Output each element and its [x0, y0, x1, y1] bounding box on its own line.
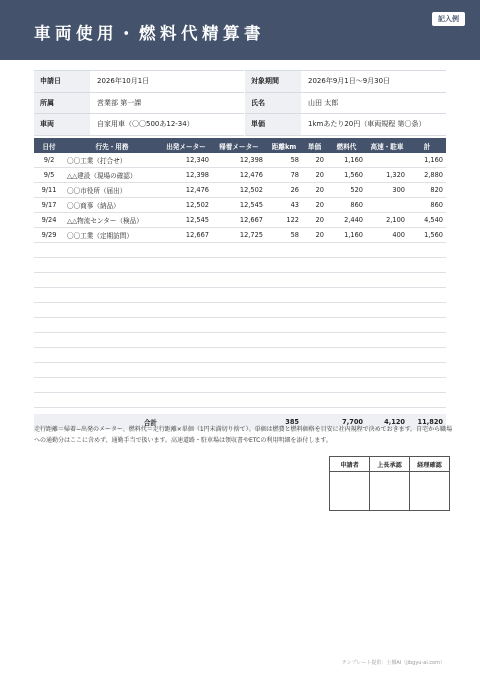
info-block-right — [245, 70, 446, 136]
empty-cell[interactable] — [34, 393, 64, 408]
empty-cell[interactable] — [366, 273, 408, 288]
unit-price-cell: 20 — [302, 183, 327, 198]
column-header: 燃料代 — [327, 138, 366, 153]
info-row — [34, 114, 244, 136]
empty-cell[interactable] — [266, 258, 302, 273]
empty-row — [34, 243, 446, 258]
empty-cell[interactable] — [212, 318, 266, 333]
empty-cell[interactable] — [366, 303, 408, 318]
end-meter-cell: 12,667 — [212, 213, 266, 228]
fuel-cost-cell: 520 — [327, 183, 366, 198]
empty-cell[interactable] — [64, 363, 160, 378]
empty-row — [34, 363, 446, 378]
approval-table — [329, 456, 450, 511]
column-header: 帰着メーター — [212, 138, 266, 153]
column-header: 距離km — [266, 138, 302, 153]
empty-cell[interactable] — [266, 378, 302, 393]
empty-cell[interactable] — [366, 288, 408, 303]
unit-price-cell: 20 — [302, 198, 327, 213]
column-header: 計 — [408, 138, 446, 153]
empty-cell[interactable] — [212, 243, 266, 258]
empty-cell[interactable] — [302, 273, 327, 288]
end-meter-cell: 12,502 — [212, 183, 266, 198]
empty-cell[interactable] — [34, 348, 64, 363]
end-meter-cell: 12,545 — [212, 198, 266, 213]
total-label: 合計 — [64, 414, 160, 430]
empty-cell[interactable] — [266, 363, 302, 378]
table-row — [34, 228, 446, 243]
empty-cell[interactable] — [64, 288, 160, 303]
empty-cell[interactable] — [212, 288, 266, 303]
empty-row — [34, 288, 446, 303]
empty-cell[interactable] — [302, 378, 327, 393]
date-cell: 9/11 — [34, 183, 64, 198]
empty-cell[interactable] — [64, 273, 160, 288]
start-meter-cell: 12,667 — [160, 228, 212, 243]
empty-cell[interactable] — [64, 348, 160, 363]
destination-cell: 〇〇工業（打合せ） — [64, 153, 160, 168]
empty-cell[interactable] — [327, 318, 366, 333]
end-meter-cell: 12,398 — [212, 153, 266, 168]
empty-cell[interactable] — [327, 348, 366, 363]
empty-cell[interactable] — [302, 363, 327, 378]
empty-cell[interactable] — [34, 318, 64, 333]
approval-stamp-row — [330, 472, 450, 511]
fuel-cost-cell: 1,160 — [327, 228, 366, 243]
column-header: 行先・用務 — [64, 138, 160, 153]
empty-cell[interactable] — [34, 258, 64, 273]
empty-cell[interactable] — [212, 273, 266, 288]
empty-cell[interactable] — [34, 363, 64, 378]
empty-cell[interactable] — [266, 333, 302, 348]
fuel-cost-cell: 2,440 — [327, 213, 366, 228]
table-row — [34, 168, 446, 183]
subtotal-cell: 2,880 — [408, 168, 446, 183]
subtotal-cell: 4,540 — [408, 213, 446, 228]
empty-cell[interactable] — [266, 288, 302, 303]
stamp-box[interactable] — [370, 472, 410, 511]
subtotal-cell: 1,560 — [408, 228, 446, 243]
empty-cell[interactable] — [302, 288, 327, 303]
empty-cell[interactable] — [302, 258, 327, 273]
total-distance: 385 — [266, 414, 302, 430]
unit-price-cell: 20 — [302, 153, 327, 168]
empty-cell[interactable] — [408, 363, 446, 378]
info-value: 自家用車（〇〇500あ12-34） — [97, 120, 194, 129]
info-label: 単価 — [245, 114, 301, 135]
table-row — [34, 213, 446, 228]
info-label: 申請日 — [34, 71, 90, 92]
empty-row — [34, 378, 446, 393]
empty-cell[interactable] — [160, 243, 212, 258]
end-meter-cell: 12,476 — [212, 168, 266, 183]
empty-cell[interactable] — [302, 348, 327, 363]
footer-credit: テンプレート提供：土橋AI（jibgyu-ai.com） — [341, 660, 445, 666]
empty-cell[interactable] — [212, 333, 266, 348]
info-row — [34, 70, 244, 93]
start-meter-cell: 12,502 — [160, 198, 212, 213]
destination-cell: △△建設（現場の確認） — [64, 168, 160, 183]
approval-header-row — [330, 457, 450, 472]
info-value: 2026年9月1日〜9月30日 — [308, 77, 391, 86]
table-row — [34, 153, 446, 168]
empty-row — [34, 333, 446, 348]
column-header: 単価 — [302, 138, 327, 153]
toll-cell: 2,100 — [366, 213, 408, 228]
page-title: 車両使用・燃料代精算書 — [34, 24, 265, 43]
empty-cell[interactable] — [327, 258, 366, 273]
empty-cell[interactable] — [160, 348, 212, 363]
distance-cell: 78 — [266, 168, 302, 183]
info-value: 営業部 第一課 — [97, 98, 142, 107]
empty-cell[interactable] — [212, 348, 266, 363]
empty-cell[interactable] — [302, 333, 327, 348]
approval-label: 申請者 — [330, 457, 370, 472]
table-row — [34, 183, 446, 198]
destination-cell: 〇〇工業（定期訪問） — [64, 228, 160, 243]
info-value: 1kmあたり20円（車両規程 第〇条） — [308, 120, 426, 129]
date-cell: 9/17 — [34, 198, 64, 213]
empty-cell[interactable] — [212, 303, 266, 318]
empty-cell[interactable] — [34, 378, 64, 393]
empty-cell[interactable] — [327, 378, 366, 393]
mileage-table — [34, 138, 446, 430]
empty-cell[interactable] — [160, 258, 212, 273]
info-value: 山田 太郎 — [308, 98, 339, 107]
empty-cell[interactable] — [160, 393, 212, 408]
destination-cell: 〇〇商事（納品） — [64, 198, 160, 213]
empty-cell[interactable] — [212, 378, 266, 393]
empty-cell[interactable] — [327, 273, 366, 288]
empty-cell[interactable] — [366, 363, 408, 378]
empty-cell[interactable] — [327, 333, 366, 348]
stamp-box[interactable] — [410, 472, 450, 511]
date-cell: 9/24 — [34, 213, 64, 228]
empty-row — [34, 273, 446, 288]
empty-cell[interactable] — [266, 348, 302, 363]
info-block-left — [34, 70, 244, 136]
empty-row — [34, 318, 446, 333]
approval-label: 上長承認 — [370, 457, 410, 472]
empty-cell[interactable] — [64, 333, 160, 348]
info-value: 2026年10月1日 — [97, 77, 150, 86]
empty-cell[interactable] — [366, 348, 408, 363]
empty-cell[interactable] — [34, 303, 64, 318]
date-cell: 9/29 — [34, 228, 64, 243]
empty-cell[interactable] — [408, 258, 446, 273]
date-cell: 9/5 — [34, 168, 64, 183]
empty-cell[interactable] — [327, 393, 366, 408]
info-label: 所属 — [34, 93, 90, 114]
empty-row — [34, 303, 446, 318]
empty-cell[interactable] — [212, 258, 266, 273]
empty-cell[interactable] — [160, 333, 212, 348]
empty-cell[interactable] — [408, 273, 446, 288]
unit-price-cell: 20 — [302, 213, 327, 228]
fuel-cost-cell: 1,560 — [327, 168, 366, 183]
empty-cell[interactable] — [34, 243, 64, 258]
toll-cell: 300 — [366, 183, 408, 198]
empty-cell[interactable] — [160, 273, 212, 288]
empty-row — [34, 393, 446, 408]
empty-cell[interactable] — [212, 363, 266, 378]
info-row — [245, 70, 446, 93]
empty-cell[interactable] — [64, 318, 160, 333]
empty-cell[interactable] — [366, 243, 408, 258]
empty-cell[interactable] — [64, 258, 160, 273]
total-sum: 11,820 — [408, 414, 446, 430]
info-label: 対象期間 — [245, 71, 301, 92]
toll-cell: 400 — [366, 228, 408, 243]
empty-cell[interactable] — [302, 303, 327, 318]
sample-badge: 記入例 — [432, 12, 465, 26]
info-row — [34, 93, 244, 115]
empty-cell[interactable] — [64, 393, 160, 408]
empty-cell[interactable] — [160, 318, 212, 333]
subtotal-cell: 860 — [408, 198, 446, 213]
unit-price-cell: 20 — [302, 228, 327, 243]
toll-cell — [366, 153, 408, 168]
empty-cell[interactable] — [266, 318, 302, 333]
empty-cell[interactable] — [160, 363, 212, 378]
start-meter-cell: 12,398 — [160, 168, 212, 183]
info-label: 車両 — [34, 114, 90, 135]
empty-cell[interactable] — [408, 393, 446, 408]
distance-cell: 26 — [266, 183, 302, 198]
empty-cell[interactable] — [408, 318, 446, 333]
empty-cell[interactable] — [64, 243, 160, 258]
subtotal-cell: 1,160 — [408, 153, 446, 168]
empty-cell[interactable] — [327, 288, 366, 303]
table-body — [34, 153, 446, 430]
empty-cell[interactable] — [366, 333, 408, 348]
toll-cell: 1,320 — [366, 168, 408, 183]
table-row — [34, 198, 446, 213]
column-header: 高速・駐車 — [366, 138, 408, 153]
empty-cell[interactable] — [34, 273, 64, 288]
fuel-cost-cell: 860 — [327, 198, 366, 213]
end-meter-cell: 12,725 — [212, 228, 266, 243]
destination-cell: △△物流センター（検品） — [64, 213, 160, 228]
empty-cell[interactable] — [408, 333, 446, 348]
empty-cell[interactable] — [366, 378, 408, 393]
distance-cell: 43 — [266, 198, 302, 213]
empty-cell[interactable] — [266, 303, 302, 318]
toll-cell — [366, 198, 408, 213]
column-header: 日付 — [34, 138, 64, 153]
empty-cell[interactable] — [302, 243, 327, 258]
empty-cell[interactable] — [302, 393, 327, 408]
start-meter-cell: 12,340 — [160, 153, 212, 168]
subtotal-cell: 820 — [408, 183, 446, 198]
total-toll: 4,120 — [366, 414, 408, 430]
distance-cell: 58 — [266, 153, 302, 168]
empty-cell[interactable] — [366, 393, 408, 408]
unit-price-cell: 20 — [302, 168, 327, 183]
empty-cell[interactable] — [408, 348, 446, 363]
start-meter-cell: 12,545 — [160, 213, 212, 228]
empty-cell[interactable] — [408, 378, 446, 393]
empty-row — [34, 348, 446, 363]
empty-cell[interactable] — [302, 318, 327, 333]
total-fuel: 7,700 — [327, 414, 366, 430]
stamp-box[interactable] — [330, 472, 370, 511]
empty-cell[interactable] — [266, 273, 302, 288]
empty-cell[interactable] — [266, 393, 302, 408]
date-cell: 9/2 — [34, 153, 64, 168]
empty-cell[interactable] — [366, 318, 408, 333]
distance-cell: 58 — [266, 228, 302, 243]
approval-label: 経理確認 — [410, 457, 450, 472]
empty-cell[interactable] — [34, 288, 64, 303]
empty-cell[interactable] — [212, 393, 266, 408]
destination-cell: 〇〇市役所（届出） — [64, 183, 160, 198]
empty-cell[interactable] — [327, 363, 366, 378]
start-meter-cell: 12,476 — [160, 183, 212, 198]
explanation-note: 走行距離＝帰着−出発のメーター、燃料代＝走行距離×単価（1円未満切り捨て）。単価は燃費と燃料価格を目安に社内規程で決めておきます。自宅から職場への通勤分はここに含めず、通勤手当で扱います。高速道路・駐車場は領収書やETCの利用明細を添付します。 — [34, 426, 453, 444]
empty-cell[interactable] — [160, 303, 212, 318]
info-row — [245, 93, 446, 115]
info-label: 氏名 — [245, 93, 301, 114]
empty-cell[interactable] — [327, 303, 366, 318]
table-header-row — [34, 138, 446, 153]
empty-row — [34, 258, 446, 273]
distance-cell: 122 — [266, 213, 302, 228]
empty-cell[interactable] — [366, 258, 408, 273]
empty-cell[interactable] — [34, 333, 64, 348]
column-header: 出発メーター — [160, 138, 212, 153]
header-bar — [0, 0, 480, 60]
empty-cell[interactable] — [327, 243, 366, 258]
empty-cell[interactable] — [160, 288, 212, 303]
empty-cell[interactable] — [64, 303, 160, 318]
empty-cell[interactable] — [408, 303, 446, 318]
empty-cell[interactable] — [266, 243, 302, 258]
empty-cell[interactable] — [408, 288, 446, 303]
empty-cell[interactable] — [64, 378, 160, 393]
empty-cell[interactable] — [408, 243, 446, 258]
empty-cell[interactable] — [160, 378, 212, 393]
info-row — [245, 114, 446, 136]
fuel-cost-cell: 1,160 — [327, 153, 366, 168]
